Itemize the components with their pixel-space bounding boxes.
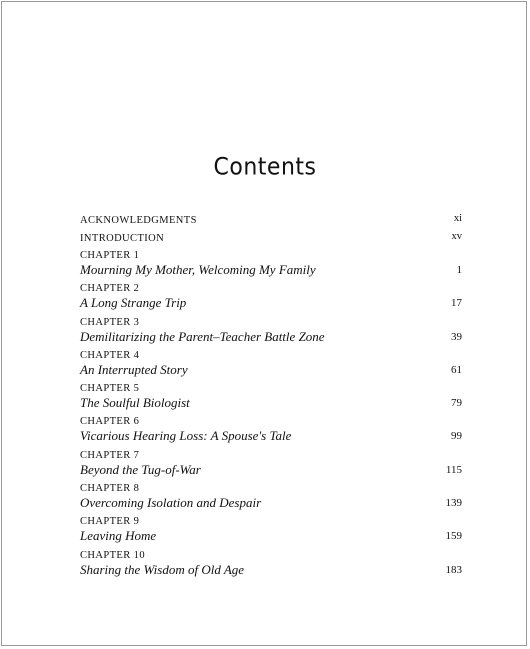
chapter-title: Sharing the Wisdom of Old Age: [80, 561, 245, 577]
table-of-contents: [80, 210, 464, 583]
chapter-title: Overcoming Isolation and Despair: [80, 495, 262, 511]
toc-chapter-8[interactable]: [80, 483, 464, 516]
chapter-label: CHAPTER 3: [80, 316, 140, 328]
chapter-title: An Interrupted Story: [80, 361, 188, 377]
toc-chapter-3[interactable]: [80, 317, 464, 350]
chapter-label: CHAPTER 4: [80, 349, 140, 361]
chapter-page: 39: [451, 330, 462, 343]
toc-entry-label: ACKNOWLEDGMENTS: [80, 215, 197, 226]
chapter-page: 183: [445, 563, 462, 576]
toc-chapter-4[interactable]: [80, 350, 464, 383]
chapter-label: CHAPTER 10: [80, 549, 145, 561]
toc-entry-label: INTRODUCTION: [80, 233, 165, 244]
toc-chapter-10[interactable]: [80, 550, 464, 583]
toc-chapter-5[interactable]: [80, 383, 464, 416]
toc-chapter-7[interactable]: [80, 450, 464, 483]
chapter-title: Leaving Home: [80, 528, 157, 544]
chapter-title: A Long Strange Trip: [80, 295, 187, 311]
chapter-label: CHAPTER 5: [80, 383, 140, 395]
chapter-label: CHAPTER 6: [80, 416, 140, 428]
chapter-page: 115: [445, 463, 462, 476]
toc-chapter-6[interactable]: [80, 416, 464, 449]
chapter-title: Demilitarizing the Parent–Teacher Battle Zone: [80, 328, 325, 344]
chapter-label: CHAPTER 8: [80, 483, 140, 495]
chapter-label: CHAPTER 1: [80, 250, 140, 261]
page-title: Contents: [213, 153, 317, 181]
chapter-page: 159: [445, 530, 462, 543]
chapter-label: CHAPTER 9: [80, 516, 140, 528]
chapter-page: 99: [451, 430, 462, 443]
toc-chapter-1[interactable]: [80, 250, 464, 283]
chapter-page: 17: [451, 297, 462, 310]
chapter-page: 139: [445, 497, 462, 510]
chapter-page: 61: [451, 363, 462, 376]
toc-entry-introduction[interactable]: [80, 228, 464, 246]
chapter-title: Vicarious Hearing Loss: A Spouse's Tale: [80, 428, 292, 444]
chapter-title: The Soulful Biologist: [80, 395, 190, 411]
chapter-page: 79: [451, 397, 462, 410]
toc-entry-acknowledgments[interactable]: [80, 210, 464, 228]
chapter-label: CHAPTER 2: [80, 283, 140, 295]
toc-chapter-2[interactable]: [80, 283, 464, 316]
toc-chapter-9[interactable]: [80, 516, 464, 549]
chapter-title: Mourning My Mother, Welcoming My Family: [80, 262, 316, 277]
toc-entry-page: xv: [451, 231, 462, 242]
chapter-title: Beyond the Tug-of-War: [80, 461, 201, 477]
chapter-page: 1: [456, 264, 462, 276]
toc-entry-page: xi: [453, 213, 462, 224]
chapter-label: CHAPTER 7: [80, 449, 140, 461]
